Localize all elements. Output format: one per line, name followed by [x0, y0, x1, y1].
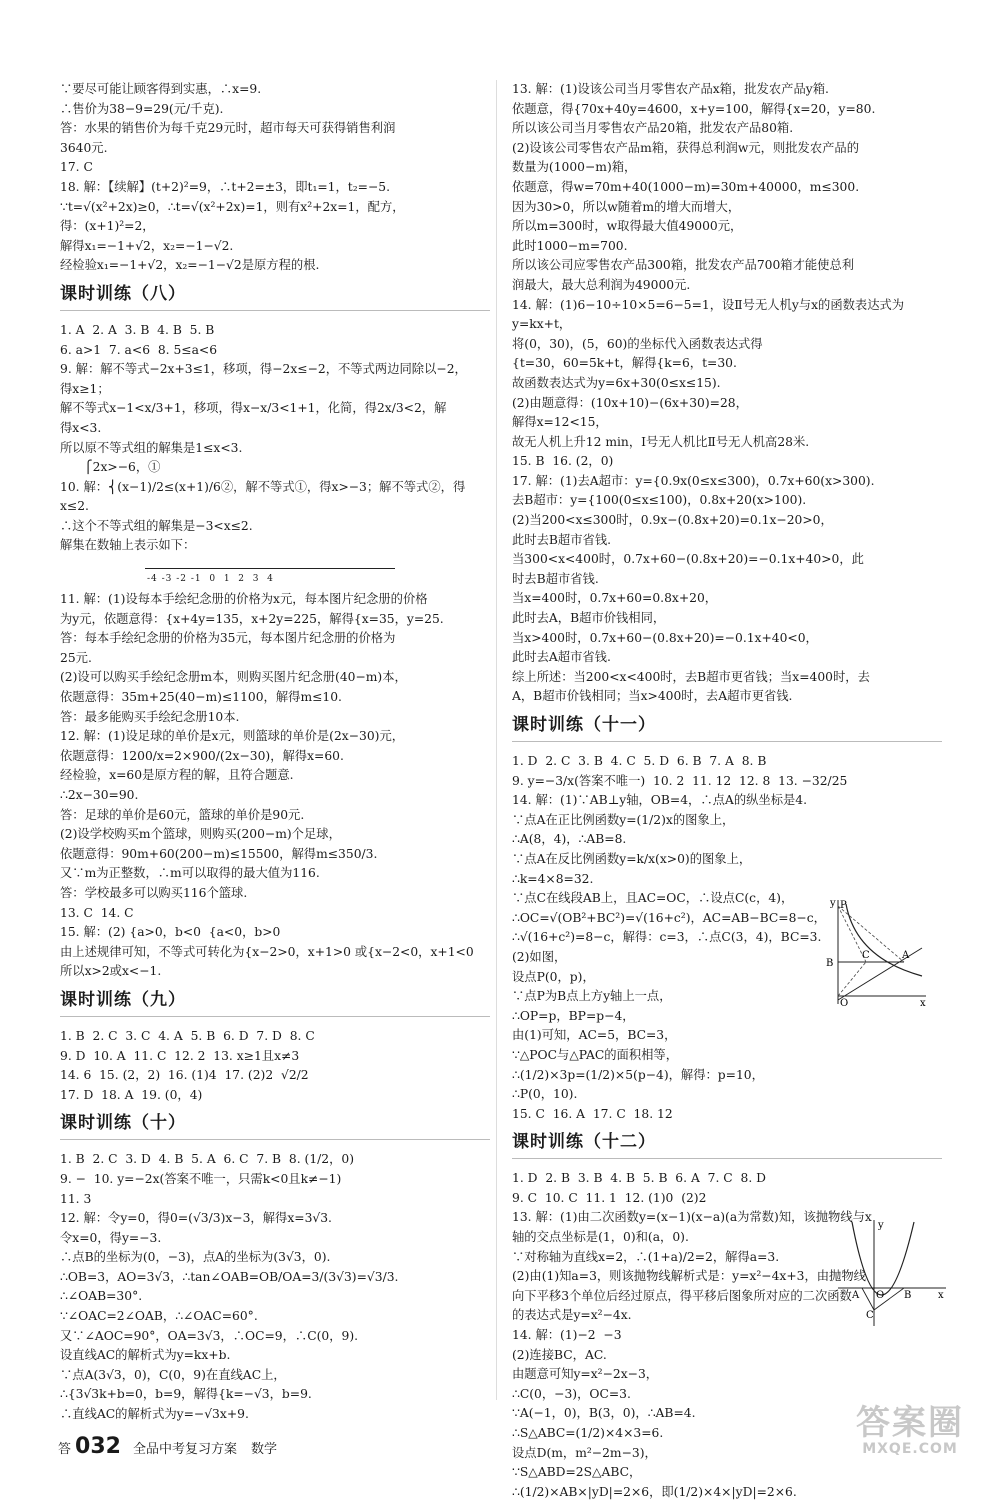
- section-title: 课时训练（九）: [60, 988, 490, 1017]
- answer-line: 15. 解：(2) {a>0，b<0 {a<0，b>0: [60, 925, 281, 940]
- fig1-label-o: O: [840, 998, 849, 1006]
- answer-line: 9. y=−3/x(答案不唯一) 10. 2 11. 12 12. 8 13. −32/25: [512, 773, 848, 788]
- answer-line: 的表达式是y=x²−4x.: [512, 1308, 632, 1323]
- section-title: 课时训练（八）: [60, 282, 490, 311]
- fig1-label-p: P: [840, 900, 847, 911]
- answer-line: ∵△POC与△PAC的面积相等，: [512, 1047, 679, 1062]
- answer-line: ∴∠OAB=30°.: [60, 1289, 143, 1304]
- answer-line: 当300<x<400时，0.7x+60−(0.8x+20)=−0.1x+40>0，此: [512, 552, 864, 567]
- fig2-label-o: O: [876, 1290, 885, 1301]
- answer-line: (2)由题意得：(10x+10)−(6x+30)=28，: [512, 395, 748, 410]
- answer-line: ∴k=4×8=32.: [512, 871, 594, 886]
- answer-line: y=kx+t，: [512, 317, 572, 332]
- fig2-label-a: A: [852, 1290, 860, 1301]
- answer-line: 将(0，30)，(5，60)的坐标代入函数表达式得: [512, 336, 763, 351]
- answer-line: 1. B 2. C 3. D 4. B 5. A 6. C 7. B 8. (1/2，0): [60, 1152, 355, 1167]
- answer-line: ∵点A在反比例函数y=k/x(x>0)的图象上，: [512, 851, 752, 866]
- answer-line: ∵点C在线段AB上，且AC=OC，∴设点C(c，4)，: [512, 891, 794, 906]
- fig1-label-x: x: [920, 998, 926, 1006]
- answer-line: (2)由(1)知a=3，则该抛物线解析式是：y=x²−4x+3，由抛物线: [512, 1269, 866, 1284]
- answer-line: ∴A(8，4)，∴AB=8.: [512, 832, 627, 847]
- answer-line: 所以该公司当月零售农产品20箱，批发农产品80箱.: [512, 121, 794, 136]
- answer-line: 17. C: [60, 160, 93, 175]
- answer-line: 解集在数轴上表示如下：: [60, 538, 196, 553]
- answer-line: 9. C 10. C 11. 1 12. (1)0 (2)2: [512, 1190, 707, 1205]
- fig2-line-ac: [862, 1288, 874, 1310]
- answer-line: 13. 解：(1)设该公司当月零售农产品x箱，批发农产品y箱.: [512, 82, 829, 96]
- answer-line: 所以该公司应零售农产品300箱，批发农产品700箱才能使总利: [512, 258, 855, 273]
- answer-line: 所以x>2或x<−1.: [60, 964, 162, 979]
- answer-line: 解得x₁=−1+√2，x₂=−1−√2.: [60, 238, 234, 253]
- answer-line: x≤2.: [60, 499, 89, 514]
- answer-line: (2)如图，: [512, 949, 567, 964]
- fig1-label-y: y: [830, 898, 836, 909]
- answer-line: 13. 解：(1)由二次函数y=(x−1)(x−a)(a为常数)知，该抛物线与x: [512, 1210, 872, 1225]
- answer-line: 答：最多能购买手绘纪念册10本.: [60, 709, 240, 724]
- answer-line: 9. − 10. y=−2x(答案不唯一，只需k<0且k≠−1): [60, 1171, 342, 1186]
- watermark-url: MXQE.COM: [862, 1441, 958, 1458]
- answer-line: 13. C 14. C: [60, 905, 134, 920]
- section-title: 课时训练（十二）: [512, 1130, 942, 1159]
- answer-line: 所以原不等式组的解集是1≤x<3.: [60, 440, 243, 455]
- answer-line: ∴售价为38−9=29(元/千克).: [60, 101, 224, 116]
- answer-line: ∵∠OAC=2∠OAB，∴∠OAC=60°.: [60, 1309, 258, 1324]
- answer-line: (2)设该公司零售农产品m箱，获得总利润w元，则批发农产品的: [512, 140, 860, 155]
- answer-line: 11. 3: [60, 1191, 92, 1206]
- answer-line: (2)设可以购买手绘纪念册m本，则购买图片纪念册(40−m)本，: [60, 670, 407, 685]
- answer-line: 得x<3.: [60, 420, 102, 435]
- book-title: 全品中考复习方案: [132, 1442, 237, 1457]
- watermark: [830, 1405, 990, 1458]
- column-divider: [496, 80, 497, 1400]
- answer-line: ∴P(0，10).: [512, 1087, 578, 1102]
- answer-line: (2)设学校购买m个篮球，则购买(200−m)个足球，: [60, 827, 341, 842]
- answer-line: ∴(1/2)×3p=(1/2)×5(p−4)，解得：p=10，: [512, 1067, 764, 1082]
- answer-line: 当x>400时，0.7x+60−(0.8x+20)=−0.1x+40<0，: [512, 630, 818, 645]
- answer-line: ∵A(−1，0)，B(3，0)，∴AB=4.: [512, 1406, 696, 1421]
- fig1-line: [838, 948, 922, 1000]
- answer-line: 14. 解：(1)∵AB⊥y轴，OB=4，∴点A的纵坐标是4.: [512, 793, 808, 808]
- page-footer: [58, 1434, 277, 1459]
- page-number: 032: [75, 1434, 121, 1459]
- answer-line: ∵点A在正比例函数y=(1/2)x的图象上，: [512, 812, 735, 827]
- answer-line: 依题意，得{70x+40y=4600，x+y=100，解得{x=20，y=80.: [512, 101, 876, 116]
- answer-line: 得：(x+1)²=2，: [60, 219, 155, 234]
- number-line: [145, 558, 395, 584]
- answer-line: 答：足球的单价是60元，篮球的单价是90元.: [60, 807, 305, 822]
- answer-line: 依题意，得w=70m+40(1000−m)=30m+40000，m≤300.: [512, 179, 860, 194]
- answer-line: 为y元，依题意得：{x+4y=135，x+2y=225，解得{x=35，y=25.: [60, 611, 444, 626]
- answer-line: 1. D 2. B 3. B 4. B 5. B 6. A 7. C 8. D: [512, 1171, 767, 1186]
- answer-line: 数量为(1000−m)箱，: [512, 160, 637, 175]
- answer-line: 润最大，最大总利润为49000元.: [512, 277, 691, 292]
- answer-line: ∴2x−30=90.: [60, 788, 139, 802]
- fig2-curve: [852, 1222, 914, 1295]
- answer-line: 9. D 10. A 11. C 12. 2 13. x≥1且x≠3: [60, 1048, 300, 1063]
- answer-line: 14. 解：(1)6−10÷10×5=6−5=1，设Ⅱ号无人机y与x的函数表达式为: [512, 297, 905, 312]
- left-column: [60, 80, 490, 1425]
- answer-line: 由上述规律可知，不等式可转化为{x−2>0，x+1>0 或{x−2<0，x+1<0: [60, 944, 474, 959]
- answer-line: 17. D 18. A 19. (0，4): [60, 1087, 203, 1102]
- answer-line: ∴OB=3，AO=3√3，∴tan∠OAB=OB/OA=3/(3√3)=√3/3.: [60, 1269, 399, 1284]
- answer-line: 经检验，x=60是原方程的解，且符合题意.: [60, 768, 294, 783]
- answer-line: ∴√(16+c²)=8−c，解得：c=3，∴点C(3，4)，BC=3.: [512, 930, 822, 945]
- answer-line: 3640元.: [60, 140, 108, 155]
- answer-line: (2)当200<x≤300时，0.9x−(0.8x+20)=0.1x−20>0，: [512, 513, 833, 528]
- figure-parabola: [838, 1218, 948, 1328]
- answer-line: 依题意得：1200/x=2×900/(2x−30)，解得x=60.: [60, 748, 344, 763]
- answer-line: 综上所述：当200<x<400时，去B超市更省钱；当x=400时，去: [512, 669, 870, 684]
- answer-line: 17. 解：(1)去A超市：y={0.9x(0≤x≤300)，0.7x+60(x>300).: [512, 473, 875, 488]
- answer-line: A，B超市价钱相同；当x>400时，去A超市更省钱.: [512, 689, 793, 704]
- answer-line: 令x=0，得y=−3.: [60, 1230, 162, 1245]
- fig1-curve: [846, 904, 922, 976]
- answer-line: 所以m=300时，w取得最大值49000元，: [512, 219, 743, 234]
- answer-line: 由题意可知y=x²−2x−3，: [512, 1367, 659, 1382]
- answer-line: 11. 解：(1)设每本手绘纪念册的价格为x元，每本图片纪念册的价格: [60, 592, 428, 607]
- fig2-label-c: C: [866, 1310, 874, 1321]
- answer-line: 1. D 2. C 3. B 4. C 5. D 6. B 7. A 8. B: [512, 754, 767, 768]
- answer-line: ∵要尽可能让顾客得到实惠，∴x=9.: [60, 82, 262, 96]
- answer-line: 当x=400时，0.7x+60=0.8x+20，: [512, 591, 718, 606]
- answer-line: {t=30，60=5k+t，解得{k=6，t=30.: [512, 356, 737, 371]
- answer-line: 时去B超市省钱.: [512, 571, 599, 586]
- answer-line: 此时去A超市省钱.: [512, 650, 611, 665]
- answer-line: ∴OC=√(OB²+BC²)=√(16+c²)，AC=AB−BC=8−c，: [512, 910, 826, 925]
- answer-line: 9. 解：解不等式−2x+3≤1，移项，得−2x≤−2，不等式两边同除以−2，: [60, 362, 467, 377]
- fig2-label-y: y: [878, 1220, 884, 1231]
- answer-line: 由(1)可知，AC=5，BC=3，: [512, 1028, 677, 1043]
- fig2-label-x: x: [938, 1290, 944, 1301]
- footer-prefix: 答: [58, 1442, 72, 1457]
- answer-line: 又∵m为正整数，∴m可以取得的最大值为116.: [60, 866, 320, 881]
- number-line-axis: [145, 568, 395, 569]
- fig1-label-b: B: [826, 958, 834, 969]
- answer-line: 10. 解：⎨(x−1)/2≤(x+1)/6②，解不等式①，得x>−3；解不等式②，得: [60, 479, 466, 494]
- watermark-text: 答案圈: [856, 1403, 964, 1443]
- answer-line: 6. a>1 7. a<6 8. 5≤a<6: [60, 342, 218, 357]
- answer-line: ∴直线AC的解析式为y=−√3x+9.: [60, 1407, 249, 1422]
- answer-line: 答：每本手绘纪念册的价格为35元，每本图片纪念册的价格为: [60, 631, 396, 646]
- answer-line: 轴的交点坐标是(1，0)和(a，0).: [512, 1230, 689, 1245]
- answer-line: ∴这个不等式组的解集是−3<x≤2.: [60, 518, 253, 533]
- section-title: 课时训练（十一）: [512, 713, 942, 742]
- answer-line: 去B超市：y={100(0≤x≤100)，0.8x+20(x>100).: [512, 493, 807, 508]
- answer-line: ∴{3√3k+b=0，b=9，解得{k=−√3，b=9.: [60, 1387, 312, 1402]
- answer-line: 设点D(m，m²−2m−3)，: [512, 1445, 657, 1460]
- answer-line: ∵点A(3√3，0)，C(0，9)在直线AC上，: [60, 1367, 286, 1382]
- answer-line: 12. 解：令y=0，得0=(√3/3)x−3，解得x=3√3.: [60, 1211, 332, 1226]
- answer-line: ∴C(0，−3)，OC=3.: [512, 1386, 631, 1401]
- answer-line: ∵点P为B点上方y轴上一点，: [512, 989, 672, 1004]
- fig1-label-c: C: [862, 950, 870, 961]
- answer-line: 解不等式x−1<x/3+1，移项，得x−x/3<1+1，化简，得2x/3<2，解: [60, 401, 447, 416]
- answer-line: ⎧2x>−6，①: [60, 460, 161, 475]
- answer-line: 此时去A，B超市价钱相同，: [512, 611, 666, 626]
- answer-line: 1. A 2. A 3. B 4. B 5. B: [60, 322, 215, 337]
- answer-line: 设直线AC的解析式为y=kx+b.: [60, 1348, 231, 1363]
- answer-line: 12. 解：(1)设足球的单价是x元，则篮球的单价是(2x−30)元，: [60, 729, 405, 744]
- answer-line: 故无人机上升12 min，Ⅰ号无人机比Ⅱ号无人机高28米.: [512, 434, 810, 449]
- answer-line: 经检验x₁=−1+√2，x₂=−1−√2是原方程的根.: [60, 258, 320, 273]
- answer-line: 15. C 16. A 17. C 18. 12: [512, 1106, 673, 1121]
- answer-line: 向下平移3个单位后经过原点，得平移后图象所对应的二次函数: [512, 1288, 852, 1303]
- answer-line: 14. 6 15. (2，2) 16. (1)4 17. (2)2 √2/2: [60, 1068, 309, 1083]
- answer-line: (2)连接BC，AC.: [512, 1347, 607, 1362]
- answer-line: 故函数表达式为y=6x+30(0≤x≤15).: [512, 375, 721, 390]
- answer-line: ∴点B的坐标为(0，−3)，点A的坐标为(3√3，0).: [60, 1250, 331, 1265]
- answer-line: 15. B 16. (2，0): [512, 454, 614, 469]
- answer-line: ∴OP=p，BP=p−4，: [512, 1008, 635, 1023]
- answer-line: ∵对称轴为直线x=2，∴(1+a)/2=2，解得a=3.: [512, 1249, 780, 1264]
- answer-line: ∵t=√(x²+2x)≥0，∴t=√(x²+2x)=1，则有x²+2x=1，配方，: [60, 199, 405, 214]
- answer-line: 答：水果的销售价为每千克29元时，超市每天可获得销售利润: [60, 121, 396, 136]
- answer-line: 25元.: [60, 650, 92, 665]
- answer-line: 此时去B超市省钱.: [512, 532, 612, 547]
- fig1-label-a: A: [902, 950, 910, 961]
- section-title: 课时训练（十）: [60, 1111, 490, 1140]
- answer-line: 依题意得：90m+60(200−m)≤15500，解得m≤350/3.: [60, 846, 378, 861]
- answer-line: ∴(1/2)×AB×|yD|=2×6，即(1/2)×4×|yD|=2×6.: [512, 1484, 797, 1499]
- figure-hyperbola: [818, 896, 928, 1006]
- answer-line: 又∵∠AOC=90°，OA=3√3，∴OC=9，∴C(0，9).: [60, 1328, 359, 1343]
- answer-line: 设点P(0，p)，: [512, 969, 595, 984]
- answer-line: 依题意得：35m+25(40−m)≤1100，解得m≤10.: [60, 690, 342, 705]
- answer-line: 因为30>0，所以w随着m的增大而增大，: [512, 199, 741, 214]
- answer-line: 此时1000−m=700.: [512, 238, 628, 253]
- answer-line: 1. B 2. C 3. C 4. A 5. B 6. D 7. D 8. C: [60, 1028, 315, 1043]
- answer-line: 答：学校最多可以购买116个篮球.: [60, 885, 248, 900]
- answer-line: 18. 解：【续解】(t+2)²=9，∴t+2=±3，即t₁=1，t₂=−5.: [60, 179, 391, 194]
- answer-line: 14. 解：(1)−2 −3: [512, 1328, 622, 1343]
- fig1-dash-pa: [838, 906, 904, 962]
- subject-label: 数学: [250, 1442, 277, 1457]
- number-line-ticks: -4 -3 -2 -1 0 1 2 3 4: [147, 574, 274, 585]
- answer-line: 解得x=12<15，: [512, 415, 608, 430]
- answer-line: ∵S△ABD=2S△ABC，: [512, 1465, 642, 1480]
- fig2-label-b: B: [904, 1290, 912, 1301]
- answer-line: ∴S△ABC=(1/2)×4×3=6.: [512, 1426, 664, 1440]
- answer-line: 得x≥1；: [60, 381, 110, 396]
